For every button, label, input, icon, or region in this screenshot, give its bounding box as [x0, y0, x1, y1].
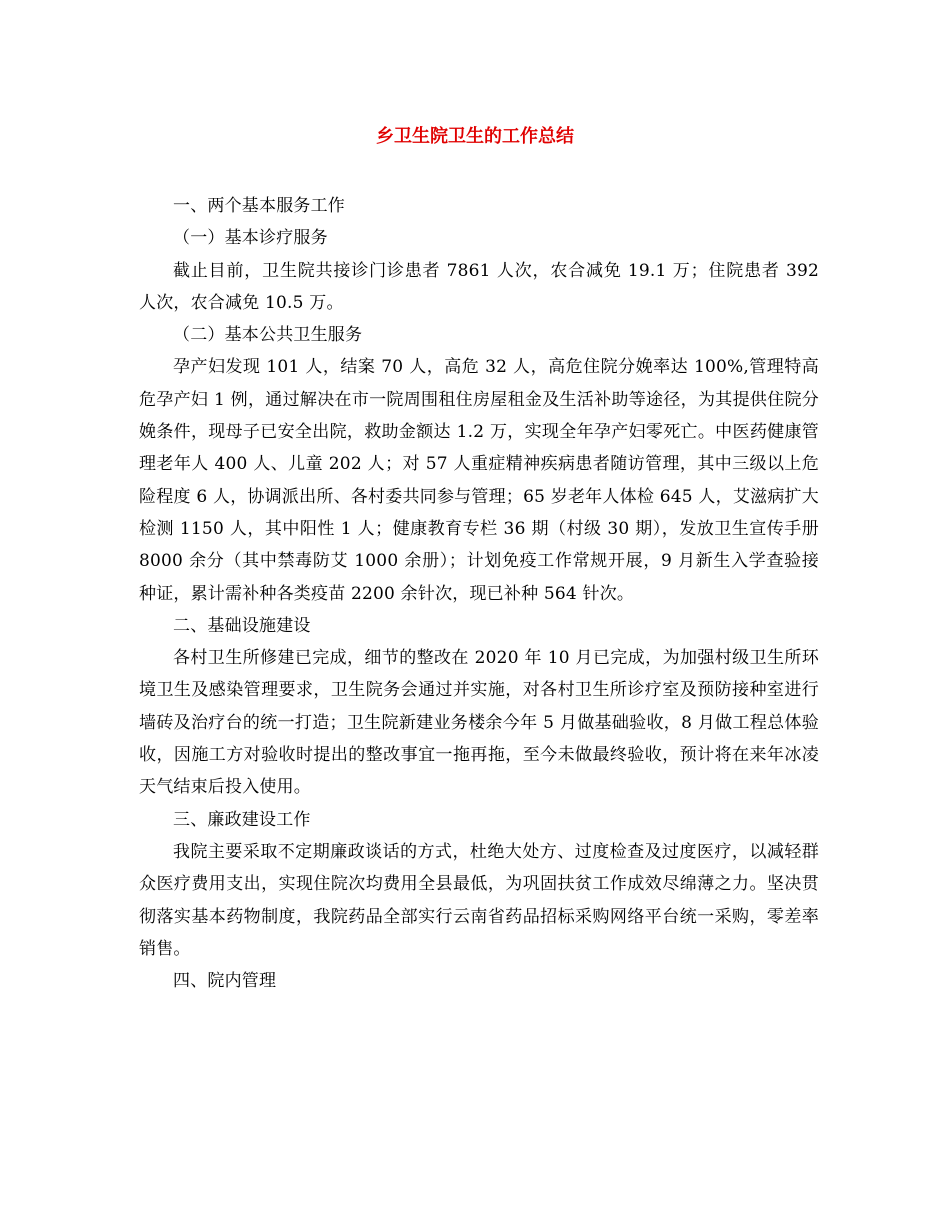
document-title: 乡卫生院卫生的工作总结	[376, 126, 574, 147]
document-body	[139, 190, 819, 997]
subsection-heading-1: （一）基本诊疗服务	[173, 228, 328, 249]
subsection-heading-2: （二）基本公共卫生服务	[173, 325, 363, 346]
section-heading-4: 四、院内管理	[173, 971, 277, 992]
section-heading-2: 二、基础设施建设	[173, 615, 311, 636]
section-heading-3: 三、廉政建设工作	[173, 809, 311, 830]
section-heading-1: 一、两个基本服务工作	[173, 196, 345, 216]
paragraph-public-health: 孕产妇发现 101 人，结案 70 人，高危 32 人，高危住院分娩率达 100%,管理特高危孕产妇 1 例，通过解决在市一院周围租住房屋租金及生活补助等途径，为其提供住院分娩条件，现母子已安全出院，救助金额达 1.2 万，实现全年孕产妇零死亡。中医药健康管理老年人 400 人、儿童 202 人；对 57 人重症精神疾病患者随访管理，其中三级以上危险程度 6 人，协调派出所、各村委共同参与管理；65 岁老年人体检 645 人，艾滋病扩大检测 1150 人，其中阳性 1 人；健康教育专栏 36 期（村级 30 期），发放卫生宣传手册 8000 余分（其中禁毒防艾 1000 余册）；计划免疫工作常规开展，9 月新生入学查验接种证，累计需补种各类疫苗 2200 余针次，现已补种 564 针次。	[139, 357, 819, 604]
paragraph-basic-diagnosis: 截止目前，卫生院共接诊门诊患者 7861 人次，农合减免 19.1 万；住院患者 392 人次，农合减免 10.5 万。	[139, 260, 819, 313]
paragraph-integrity: 我院主要采取不定期廉政谈话的方式，杜绝大处方、过度检查及过度医疗，以减轻群众医疗费用支出，实现住院次均费用全县最低，为巩固扶贫工作成效尽绵薄之力。坚决贯彻落实基本药物制度，我院药品全部实行云南省药品招标采购网络平台统一采购，零差率销售。	[139, 841, 819, 959]
paragraph-infrastructure: 各村卫生所修建已完成，细节的整改在 2020 年 10 月已完成，为加强村级卫生所环境卫生及感染管理要求，卫生院务会通过并实施，对各村卫生所诊疗室及预防接种室进行墙砖及治疗台的统一打造；卫生院新建业务楼余今年 5 月做基础验收，8 月做工程总体验收，因施工方对验收时提出的整改事宜一拖再拖，至今未做最终验收，预计将在来年冰凌天气结束后投入使用。	[139, 648, 819, 798]
